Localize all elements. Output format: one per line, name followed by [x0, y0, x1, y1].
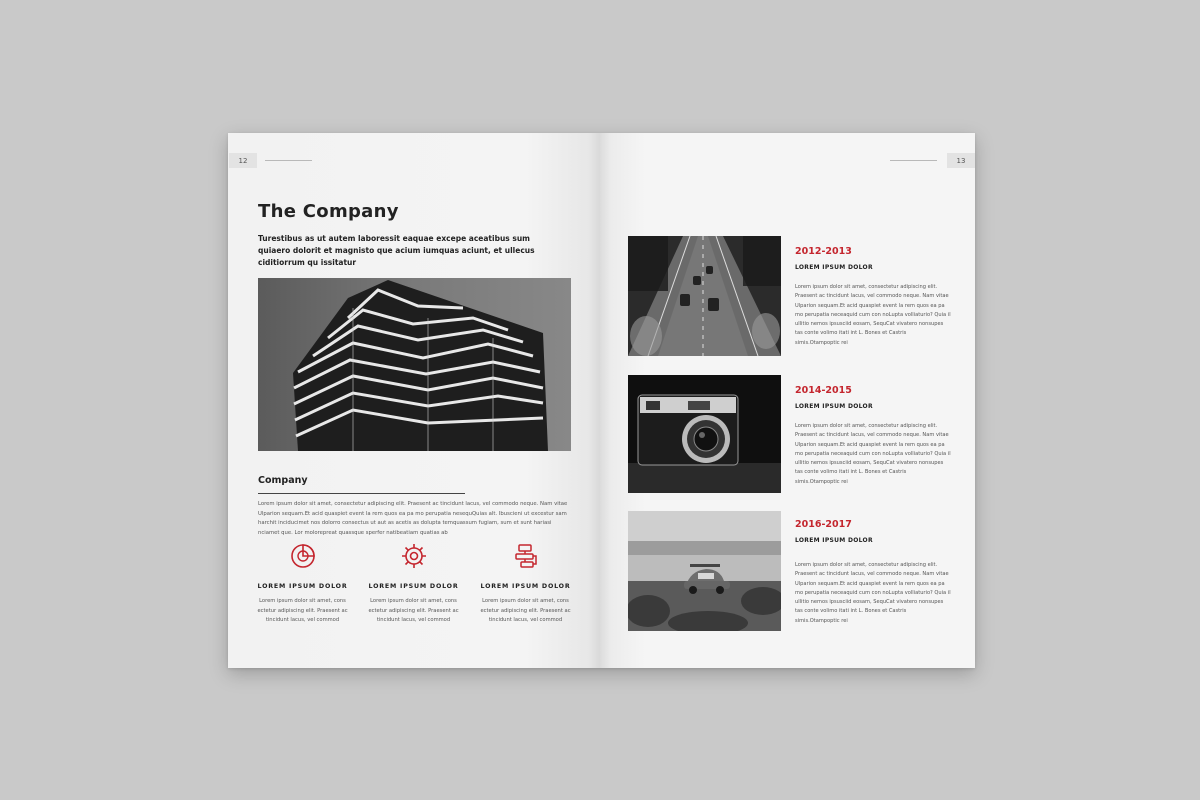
timeline-subtitle: LOREM IPSUM DOLOR — [795, 537, 873, 544]
timeline-subtitle: LOREM IPSUM DOLOR — [795, 403, 873, 410]
building-photo — [258, 278, 571, 451]
pie-chart-icon — [290, 543, 316, 569]
timeline-year: 2014-2015 — [795, 385, 852, 396]
right-page — [600, 133, 975, 668]
page-title: The Company — [258, 201, 399, 222]
timeline-subtitle: LOREM IPSUM DOLOR — [795, 264, 873, 271]
camera-photo — [628, 375, 781, 493]
feature-item — [473, 543, 578, 626]
magazine-spread — [228, 133, 975, 668]
page-number-rule — [265, 160, 312, 161]
gear-icon — [401, 543, 427, 569]
car-photo — [628, 511, 781, 631]
timeline-text: Lorem ipsum dolor sit amet, consectetur adipiscing elit. Praesent ac tincidunt lacus, vel commodo neque. Nam vitae Ulparion sequam.Et acid quaspiet event la rem quos ea pa mo perupatia neceaquid cum con noLupta volliaturio? Quia il ullitio nemos ipsusciid eosam, SequCat vivatero nonsupes tas conte volimo itati int L. Bones et Castris simis.Otampoptic rei — [795, 284, 951, 346]
timeline-year: 2012-2013 — [795, 246, 852, 257]
timeline-text: Lorem ipsum dolor sit amet, consectetur adipiscing elit. Praesent ac tincidunt lacus, vel commodo neque. Nam vitae Ulparion sequam.Et acid quaspiet event la rem quos ea pa mo perupatia neceaquid cum con noLupta volliaturio? Quia il ullitio nemos ipsusciid eosam, SequCat vivatero nonsupes tas conte volimo itati int L. Bones et Castris simis.Otampoptic rei — [795, 423, 951, 485]
page-number-right: 13 — [947, 153, 975, 168]
lead-paragraph: Turestibus as ut autem laboressit eaquae excepe aceatibus sum quiaero dolorit et magnisto que acium iumquas aciunt, et ullecus ciditiorrum qu issitatur — [258, 234, 535, 267]
feature-title: LOREM IPSUM DOLOR — [368, 583, 459, 590]
company-paragraph: Lorem ipsum dolor sit amet, consectetur adipiscing elit. Praesent ac tincidunt lacus, vel commodo neque. Nam vitae Ulparion sequam.Et acid quaspiet event la rem quos ea pa mo perupatia nesequQuias alt. Ibuscieni ut excestur sam harchit inciducimet nos dolorro consectus ut aut as acetis as dolupta temquassum fugiam, sum et sunt hariasi nciamet que. Lor molorepreat quassque sperfer natibeatiam quatias ab — [258, 501, 568, 536]
feature-text: Lorem ipsum dolor sit amet, cons ectetur adipiscing elit. Praesent ac tincidunt lacus, vel commod — [368, 598, 459, 623]
feature-title: LOREM IPSUM DOLOR — [257, 583, 348, 590]
timeline-year: 2016-2017 — [795, 519, 852, 530]
section-rule — [258, 493, 465, 494]
timeline-text: Lorem ipsum dolor sit amet, consectetur adipiscing elit. Praesent ac tincidunt lacus, vel commodo neque. Nam vitae Ulparion sequam.Et acid quaspiet event la rem quos ea pa mo perupatia neceaquid cum con noLupta volliaturio? Quia il ullitio nemos ipsusciid eosam, SequCat vivatero nonsupes tas conte volimo itati int L. Bones et Castris simis.Otampoptic rei — [795, 562, 951, 624]
feature-text: Lorem ipsum dolor sit amet, cons ectetur adipiscing elit. Praesent ac tincidunt lacus, vel commod — [257, 598, 348, 623]
section-heading: Company — [258, 475, 308, 486]
page-number-left: 12 — [229, 153, 257, 168]
feature-item — [250, 543, 355, 626]
page-number-rule — [890, 160, 937, 161]
feature-item — [361, 543, 466, 626]
flowchart-icon — [513, 543, 539, 569]
feature-text: Lorem ipsum dolor sit amet, cons ectetur adipiscing elit. Praesent ac tincidunt lacus, vel commod — [480, 598, 571, 623]
left-page — [228, 133, 600, 668]
feature-title: LOREM IPSUM DOLOR — [480, 583, 571, 590]
road-photo — [628, 236, 781, 356]
